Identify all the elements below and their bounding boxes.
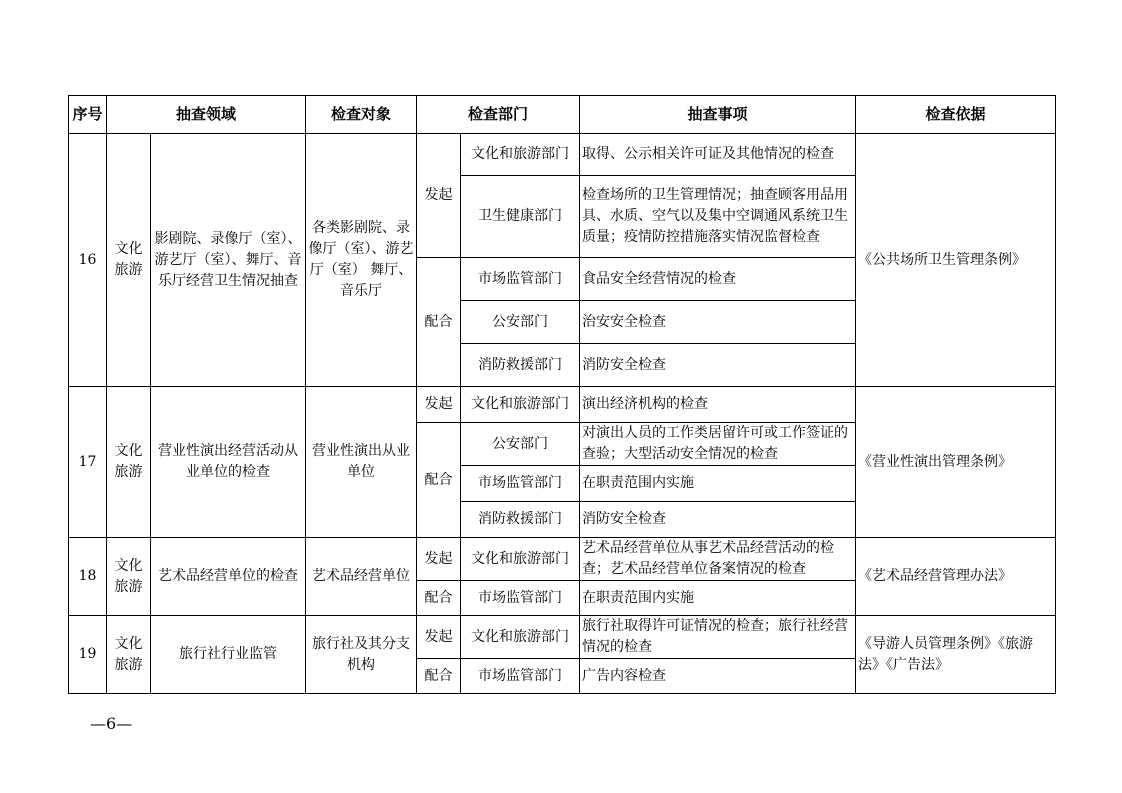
role-cell: 配合 (417, 258, 461, 387)
dept-cell: 市场监管部门 (461, 581, 580, 616)
header-items: 抽查事项 (580, 96, 856, 134)
role-cell: 发起 (417, 616, 461, 659)
item-cell: 治安安全检查 (580, 301, 856, 344)
dept-cell: 文化和旅游部门 (461, 616, 580, 659)
target-cell: 各类影剧院、录像厅（室）、游艺厅（室） 舞厅、音乐厅 (306, 134, 417, 387)
item-cell: 广告内容检查 (580, 659, 856, 694)
item-cell: 在职责范围内实施 (580, 466, 856, 502)
item-cell: 对演出人员的工作类居留许可或工作签证的查验；大型活动安全情况的检查 (580, 423, 856, 466)
dept-cell: 市场监管部门 (461, 258, 580, 301)
role-cell: 配合 (417, 659, 461, 694)
table-row (69, 134, 1056, 176)
target-cell: 营业性演出从业单位 (306, 387, 417, 538)
role-cell: 发起 (417, 387, 461, 423)
target-cell: 旅行社及其分支机构 (306, 616, 417, 694)
role-cell: 配合 (417, 581, 461, 616)
item-cell: 在职责范围内实施 (580, 581, 856, 616)
header-target: 检查对象 (306, 96, 417, 134)
inspection-table (68, 95, 1056, 694)
seq-cell: 19 (69, 616, 107, 694)
role-cell: 发起 (417, 134, 461, 258)
item-cell: 演出经济机构的检查 (580, 387, 856, 423)
header-basis: 检查依据 (856, 96, 1056, 134)
item-cell: 消防安全检查 (580, 502, 856, 538)
item-cell: 食品安全经营情况的检查 (580, 258, 856, 301)
domain-cell: 文化旅游 (107, 538, 151, 616)
item-cell: 检查场所的卫生管理情况；抽查顾客用品用具、水质、空气以及集中空调通风系统卫生质量；疫情防控措施落实情况监督检查 (580, 176, 856, 258)
seq-cell: 16 (69, 134, 107, 387)
dept-cell: 消防救援部门 (461, 344, 580, 387)
dept-cell: 文化和旅游部门 (461, 387, 580, 423)
item-cell: 旅行社取得许可证情况的检查；旅行社经营情况的检查 (580, 616, 856, 659)
header-seq: 序号 (69, 96, 107, 134)
field-cell: 旅行社行业监管 (151, 616, 306, 694)
table-row (69, 387, 1056, 423)
domain-cell: 文化旅游 (107, 134, 151, 387)
table-row (69, 538, 1056, 581)
role-cell: 发起 (417, 538, 461, 581)
dept-cell: 消防救援部门 (461, 502, 580, 538)
target-cell: 艺术品经营单位 (306, 538, 417, 616)
header-field: 抽查领域 (107, 96, 306, 134)
field-cell: 营业性演出经营活动从业单位的检查 (151, 387, 306, 538)
domain-cell: 文化旅游 (107, 616, 151, 694)
dept-cell: 公安部门 (461, 423, 580, 466)
basis-cell: 《艺术品经营管理办法》 (856, 538, 1056, 616)
basis-cell: 《公共场所卫生管理条例》 (856, 134, 1056, 387)
dept-cell: 卫生健康部门 (461, 176, 580, 258)
header-row (69, 96, 1056, 134)
field-cell: 艺术品经营单位的检查 (151, 538, 306, 616)
item-cell: 取得、公示相关许可证及其他情况的检查 (580, 134, 856, 176)
field-cell: 影剧院、录像厅（室）、游艺厅（室）、舞厅、音乐厅经营卫生情况抽查 (151, 134, 306, 387)
table-row (69, 616, 1056, 659)
dept-cell: 公安部门 (461, 301, 580, 344)
basis-cell: 《导游人员管理条例》《旅游法》《广告法》 (856, 616, 1056, 694)
dept-cell: 文化和旅游部门 (461, 538, 580, 581)
dept-cell: 市场监管部门 (461, 466, 580, 502)
page-number: —6— (90, 714, 133, 733)
seq-cell: 18 (69, 538, 107, 616)
role-cell: 配合 (417, 423, 461, 538)
basis-cell: 《营业性演出管理条例》 (856, 387, 1056, 538)
header-dept: 检查部门 (417, 96, 580, 134)
dept-cell: 文化和旅游部门 (461, 134, 580, 176)
seq-cell: 17 (69, 387, 107, 538)
item-cell: 艺术品经营单位从事艺术品经营活动的检查；艺术品经营单位备案情况的检查 (580, 538, 856, 581)
dept-cell: 市场监管部门 (461, 659, 580, 694)
domain-cell: 文化旅游 (107, 387, 151, 538)
item-cell: 消防安全检查 (580, 344, 856, 387)
